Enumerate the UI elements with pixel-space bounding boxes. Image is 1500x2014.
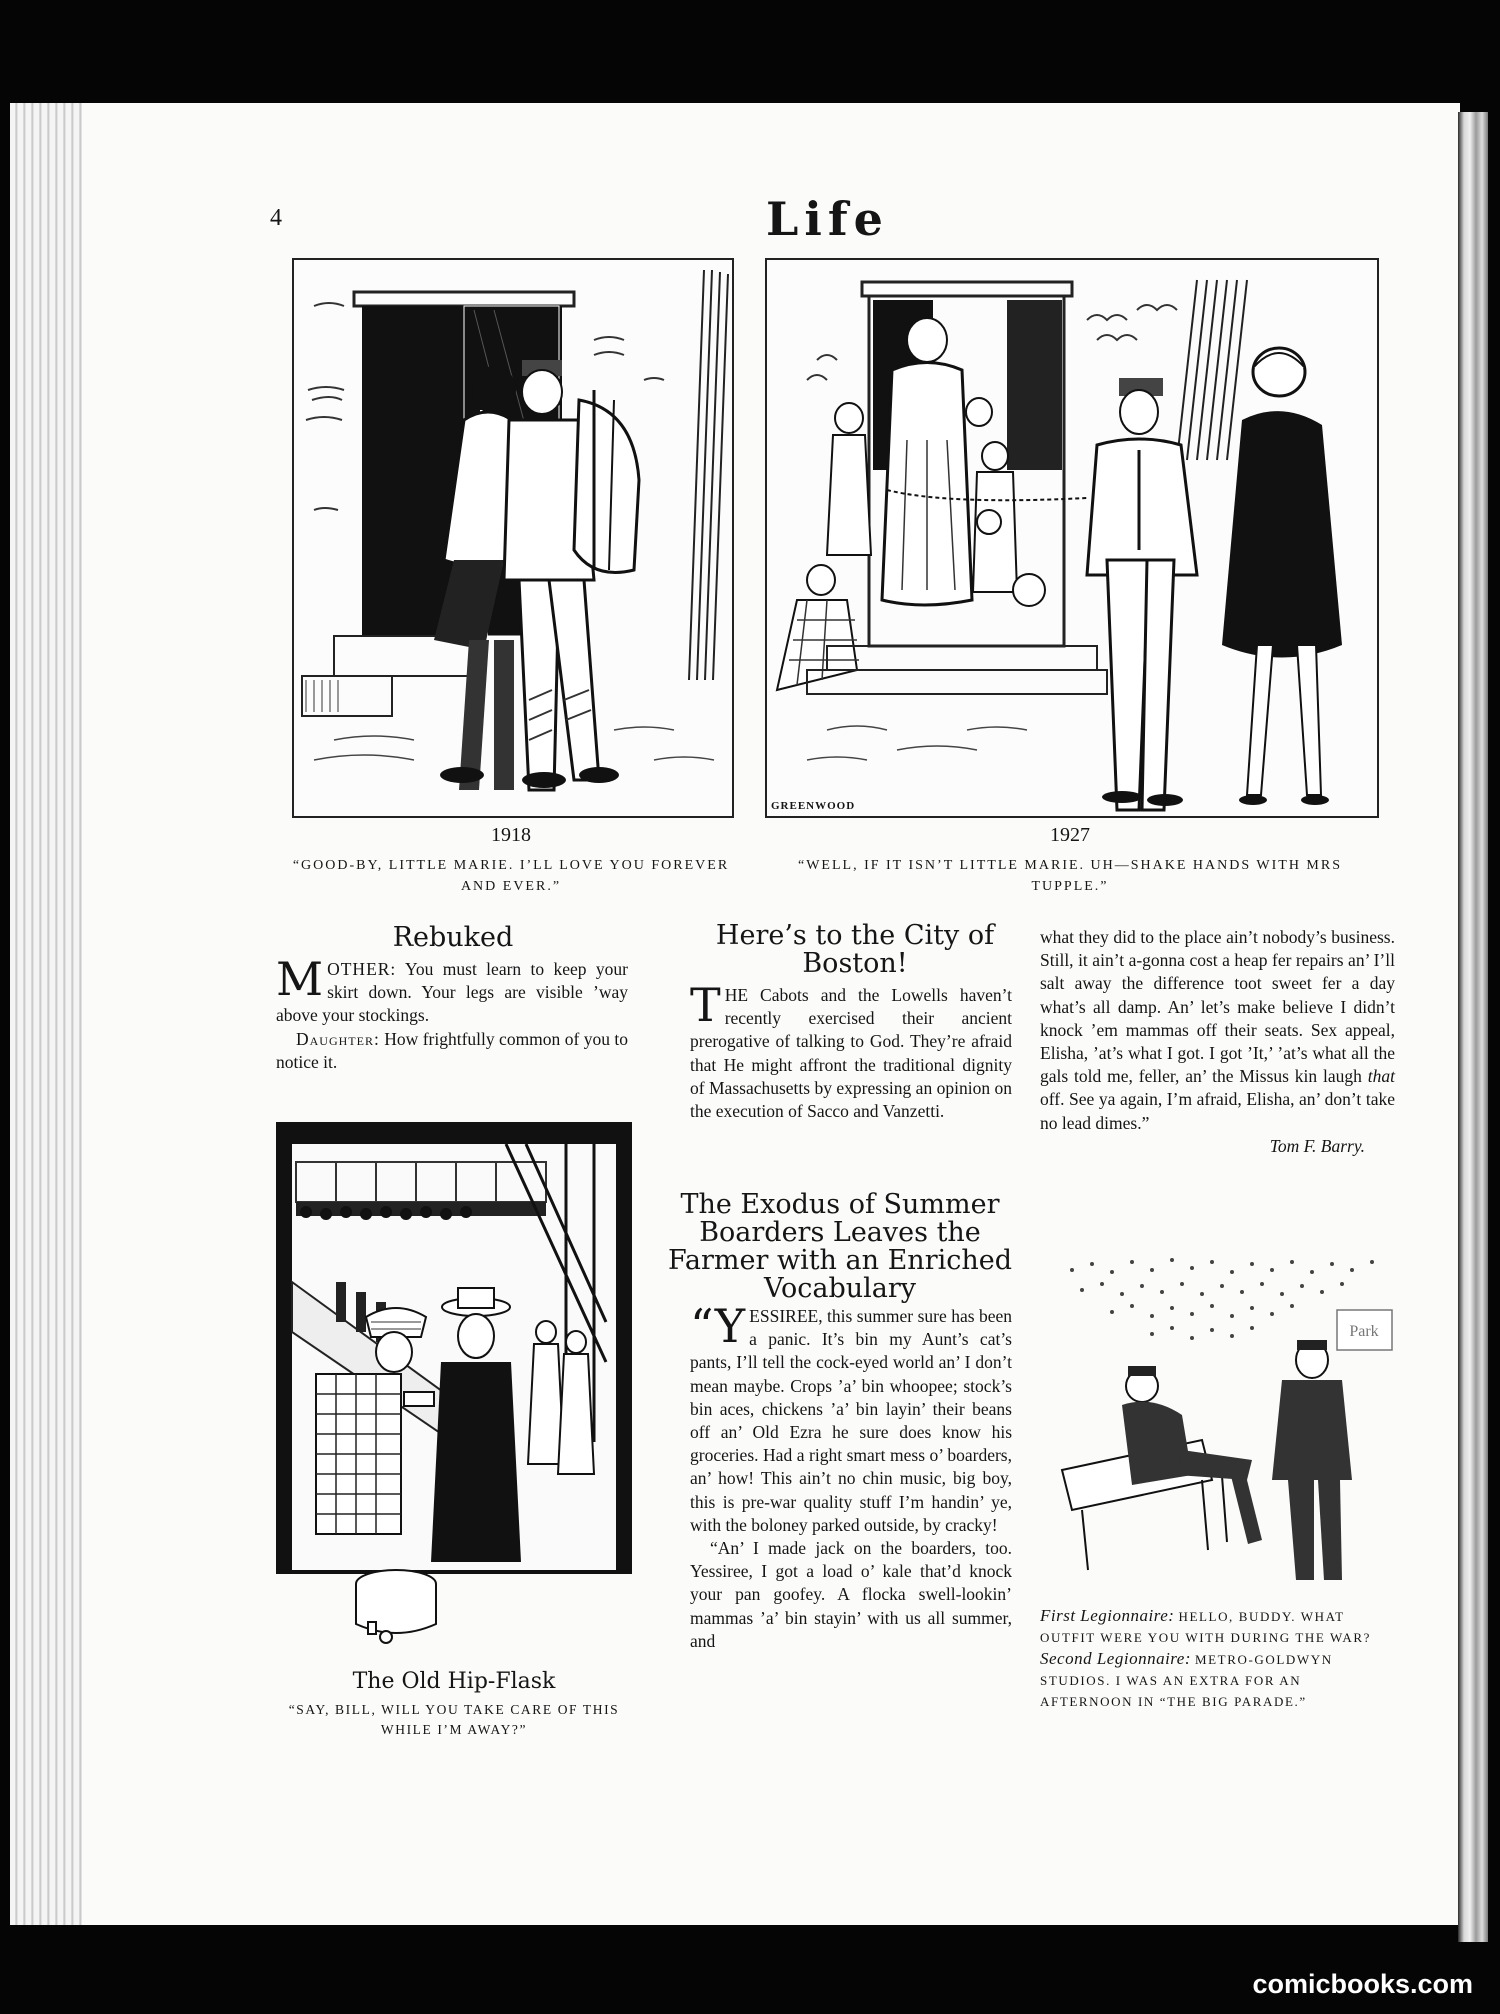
rebuked-speaker-mother: OTHER: <box>327 959 397 979</box>
legionnaire-caption <box>1040 1605 1396 1712</box>
cartoon-panel-1927 <box>765 258 1379 818</box>
rebuked-dropcap: M <box>276 952 324 1006</box>
legionnaire-illustration <box>1052 1250 1394 1590</box>
hipflask-illustration <box>276 1122 632 1652</box>
hipflask-caption: “SAY, BILL, WILL YOU TAKE CARE OF THIS WHILE I’M AWAY?” <box>288 1702 620 1737</box>
artist-signature: GREENWOOD <box>771 800 856 812</box>
exodus-para-3-em: that <box>1367 1066 1395 1087</box>
cartoon-1927-illustration <box>767 260 1377 816</box>
legion-speaker-2: Second Legionnaire: <box>1040 1649 1191 1668</box>
cartoon-1918-illustration <box>294 260 732 816</box>
rebuked-heading: Rebuked <box>392 922 514 953</box>
rebuked-mother-line: You must learn to keep your skirt down. Your legs are visible ’way above your stockings. <box>276 959 628 1026</box>
exodus-para-1: ESSIREE, this summer sure has been a panic. It’s bin my Aunt’s cat’s pants, I’ll tell the cock-eyed world an’ I don’t mean maybe. Crops ’a’ bin whoopee; stock’s bin aces, chickens ’a’ bin layin’ their beans off an’ Old Ezra he sure does know his groceries. Had a right smart mess o’ boarders, an’ how! This ain’t no chin music, big boy, this is pre-war quality stuff I’m handin’ ye, with the boloney parked outside, by cracky! <box>690 1306 1012 1535</box>
boston-dropcap: T <box>690 978 721 1032</box>
watermark: comicbooks.com <box>1252 1969 1473 1999</box>
exodus-continued <box>1040 926 1395 1158</box>
exodus-para-2: “An’ I made jack on the boarders, too. Yessiree, I got a load o’ kale that’d knock your pan goofey. A flocka swell-lookin’ mammas ’a’ bin stayin’ with us all summer, and <box>690 1538 1012 1651</box>
hipflask-title: The Old Hip-Flask <box>352 1669 556 1694</box>
exodus-para-3-post: off. See ya again, I’m afraid, Elisha, an’ don’t take no lead dimes.” <box>1040 1089 1395 1133</box>
legion-line-1: HELLO, BUDDY. WHAT OUTFIT WERE YOU WITH DURING THE WAR? <box>1040 1609 1372 1645</box>
legion-speaker-1: First Legionnaire: <box>1040 1606 1175 1625</box>
exodus-author: Tom F. Barry. <box>1269 1135 1365 1156</box>
cartoon-1918-caption: “GOOD-BY, LITTLE MARIE. I’LL LOVE YOU FOREVER AND EVER.” <box>292 858 730 894</box>
park-sign-text: Park <box>1349 1323 1379 1340</box>
cartoon-1918-year: 1918 <box>491 824 531 846</box>
legion-line-2: METRO-GOLDWYN STUDIOS. I WAS AN EXTRA FOR AN AFTERNOON IN “THE BIG PARADE.” <box>1040 1652 1333 1709</box>
cartoon-1927-caption: “WELL, IF IT ISN’T LITTLE MARIE. UH—SHAKE HANDS WITH MRS TUPPLE.” <box>797 858 1343 894</box>
boston-text <box>690 978 1012 1123</box>
cartoon-1927-year: 1927 <box>1050 824 1090 846</box>
rebuked-text <box>276 952 628 1074</box>
legionnaire-cartoon <box>1052 1250 1394 1590</box>
exodus-text <box>690 1299 1012 1653</box>
page-number: 4 <box>270 205 282 231</box>
hipflask-cartoon <box>276 1122 632 1652</box>
rebuked-speaker-daughter: Daughter: <box>296 1028 380 1049</box>
boston-heading: Here’s to the City of Boston! <box>715 920 995 979</box>
boston-body: HE Cabots and the Lowells haven’t recently exercised their ancient prerogative of talking to God. They’re afraid that He might affront the traditional dignity of Massachusetts by expressing an opinion on the execution of Sacco and Vanzetti. <box>690 985 1012 1122</box>
book-binding-right <box>1458 112 1488 1942</box>
exodus-dropcap: “Y <box>690 1299 746 1353</box>
exodus-para-3-pre: what they did to the place ain’t nobody’s business. Still, it ain’t a-gonna cost a heap fer repairs an’ I’ll salt away the difference toot sweet fer a day what’s all damp. An’ let’s make believe I didn’t knock ’em mammas off their seats. Sex appeal, Elisha, ’at’s what I got. I got ’It,’ ’at’s what all the gals told me, feller, an’ the Missus kin laugh <box>1040 927 1395 1087</box>
masthead: Life <box>766 192 889 246</box>
rebuked-daughter-line: How frightfully common of you to notice it. <box>276 1028 628 1072</box>
book-binding-left <box>10 103 82 1925</box>
cartoon-panel-1918 <box>292 258 734 818</box>
exodus-heading: The Exodus of Summer Boarders Leaves the Farmer with an Enriched Vocabulary <box>667 1189 1013 1304</box>
